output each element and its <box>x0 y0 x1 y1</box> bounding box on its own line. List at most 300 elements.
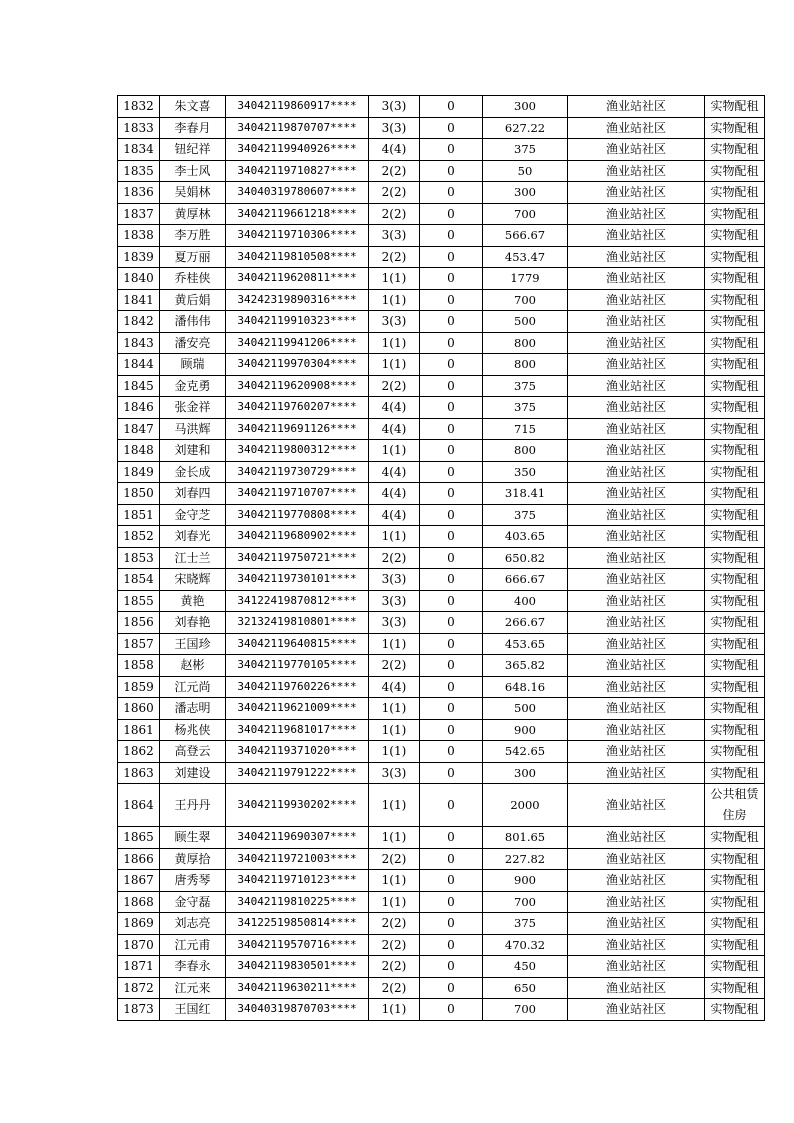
id-number-cell: 34042119630211**** <box>226 977 369 999</box>
table-row <box>118 440 765 462</box>
table-row <box>118 956 765 978</box>
community-cell: 渔业站社区 <box>568 633 705 655</box>
id-number-cell: 34042119710707**** <box>226 483 369 505</box>
id-number-cell: 34042119730729**** <box>226 461 369 483</box>
amount-cell: 2000 <box>483 784 568 827</box>
allocation-type-cell: 实物配租 <box>705 375 765 397</box>
household-size-cell: 1(1) <box>369 332 420 354</box>
amount-cell: 266.67 <box>483 612 568 634</box>
amount-cell: 566.67 <box>483 225 568 247</box>
serial-number-cell: 1869 <box>118 913 160 935</box>
serial-number-cell: 1852 <box>118 526 160 548</box>
id-number-cell: 34042119710827**** <box>226 160 369 182</box>
serial-number-cell: 1873 <box>118 999 160 1021</box>
amount-cell: 500 <box>483 698 568 720</box>
id-number-cell: 34042119810225**** <box>226 891 369 913</box>
id-number-cell: 34042119750721**** <box>226 547 369 569</box>
value-zero-cell: 0 <box>420 547 483 569</box>
household-size-cell: 1(1) <box>369 526 420 548</box>
serial-number-cell: 1843 <box>118 332 160 354</box>
value-zero-cell: 0 <box>420 590 483 612</box>
serial-number-cell: 1857 <box>118 633 160 655</box>
applicant-name-cell: 江元甫 <box>160 934 226 956</box>
id-number-cell: 34042119721003**** <box>226 848 369 870</box>
community-cell: 渔业站社区 <box>568 461 705 483</box>
table-row <box>118 332 765 354</box>
applicant-name-cell: 金克勇 <box>160 375 226 397</box>
id-number-cell: 34042119730101**** <box>226 569 369 591</box>
id-number-cell: 34122519850814**** <box>226 913 369 935</box>
amount-cell: 318.41 <box>483 483 568 505</box>
table-row <box>118 891 765 913</box>
allocation-type-cell: 实物配租 <box>705 332 765 354</box>
value-zero-cell: 0 <box>420 289 483 311</box>
amount-cell: 627.22 <box>483 117 568 139</box>
serial-number-cell: 1862 <box>118 741 160 763</box>
serial-number-cell: 1849 <box>118 461 160 483</box>
community-cell: 渔业站社区 <box>568 590 705 612</box>
applicant-name-cell: 黄艳 <box>160 590 226 612</box>
community-cell: 渔业站社区 <box>568 569 705 591</box>
household-size-cell: 2(2) <box>369 977 420 999</box>
serial-number-cell: 1855 <box>118 590 160 612</box>
community-cell: 渔业站社区 <box>568 354 705 376</box>
amount-cell: 365.82 <box>483 655 568 677</box>
value-zero-cell: 0 <box>420 504 483 526</box>
community-cell: 渔业站社区 <box>568 870 705 892</box>
value-zero-cell: 0 <box>420 612 483 634</box>
allocation-type-cell: 实物配租 <box>705 440 765 462</box>
applicant-name-cell: 刘春艳 <box>160 612 226 634</box>
community-cell: 渔业站社区 <box>568 375 705 397</box>
value-zero-cell: 0 <box>420 913 483 935</box>
table-row <box>118 547 765 569</box>
allocation-type-cell: 公共租赁住房 <box>705 784 765 827</box>
community-cell: 渔业站社区 <box>568 977 705 999</box>
applicant-name-cell: 江元来 <box>160 977 226 999</box>
household-size-cell: 1(1) <box>369 741 420 763</box>
applicant-name-cell: 黄后娟 <box>160 289 226 311</box>
amount-cell: 900 <box>483 719 568 741</box>
id-number-cell: 34042119371020**** <box>226 741 369 763</box>
household-size-cell: 2(2) <box>369 246 420 268</box>
id-number-cell: 34242319890316**** <box>226 289 369 311</box>
id-number-cell: 34042119691126**** <box>226 418 369 440</box>
id-number-cell: 34042119860917**** <box>226 96 369 118</box>
community-cell: 渔业站社区 <box>568 117 705 139</box>
community-cell: 渔业站社区 <box>568 526 705 548</box>
community-cell: 渔业站社区 <box>568 96 705 118</box>
table-row <box>118 117 765 139</box>
allocation-type-cell: 实物配租 <box>705 203 765 225</box>
allocation-type-cell: 实物配租 <box>705 139 765 161</box>
applicant-name-cell: 钮纪祥 <box>160 139 226 161</box>
allocation-type-cell: 实物配租 <box>705 246 765 268</box>
allocation-type-cell: 实物配租 <box>705 934 765 956</box>
allocation-type-cell: 实物配租 <box>705 117 765 139</box>
id-number-cell: 34042119710123**** <box>226 870 369 892</box>
allocation-type-cell: 实物配租 <box>705 182 765 204</box>
value-zero-cell: 0 <box>420 956 483 978</box>
household-size-cell: 4(4) <box>369 676 420 698</box>
household-size-cell: 1(1) <box>369 268 420 290</box>
allocation-type-cell: 实物配租 <box>705 741 765 763</box>
value-zero-cell: 0 <box>420 633 483 655</box>
amount-cell: 403.65 <box>483 526 568 548</box>
applicant-name-cell: 潘志明 <box>160 698 226 720</box>
amount-cell: 700 <box>483 289 568 311</box>
allocation-type-cell: 实物配租 <box>705 762 765 784</box>
applicant-name-cell: 张金祥 <box>160 397 226 419</box>
serial-number-cell: 1866 <box>118 848 160 870</box>
community-cell: 渔业站社区 <box>568 891 705 913</box>
allocation-type-cell: 实物配租 <box>705 268 765 290</box>
serial-number-cell: 1864 <box>118 784 160 827</box>
table-row <box>118 848 765 870</box>
community-cell: 渔业站社区 <box>568 827 705 849</box>
applicant-name-cell: 金守芝 <box>160 504 226 526</box>
value-zero-cell: 0 <box>420 870 483 892</box>
serial-number-cell: 1871 <box>118 956 160 978</box>
amount-cell: 450 <box>483 956 568 978</box>
serial-number-cell: 1836 <box>118 182 160 204</box>
household-size-cell: 2(2) <box>369 203 420 225</box>
value-zero-cell: 0 <box>420 655 483 677</box>
amount-cell: 700 <box>483 891 568 913</box>
serial-number-cell: 1872 <box>118 977 160 999</box>
table-row <box>118 397 765 419</box>
table-row <box>118 590 765 612</box>
amount-cell: 375 <box>483 375 568 397</box>
allocation-type-cell: 实物配租 <box>705 590 765 612</box>
serial-number-cell: 1868 <box>118 891 160 913</box>
id-number-cell: 34042119910323**** <box>226 311 369 333</box>
applicant-name-cell: 乔桂侠 <box>160 268 226 290</box>
amount-cell: 453.47 <box>483 246 568 268</box>
amount-cell: 50 <box>483 160 568 182</box>
id-number-cell: 34122419870812**** <box>226 590 369 612</box>
table-row <box>118 268 765 290</box>
value-zero-cell: 0 <box>420 160 483 182</box>
household-size-cell: 1(1) <box>369 870 420 892</box>
applicant-name-cell: 王丹丹 <box>160 784 226 827</box>
serial-number-cell: 1835 <box>118 160 160 182</box>
value-zero-cell: 0 <box>420 440 483 462</box>
serial-number-cell: 1842 <box>118 311 160 333</box>
household-size-cell: 3(3) <box>369 96 420 118</box>
amount-cell: 227.82 <box>483 848 568 870</box>
serial-number-cell: 1844 <box>118 354 160 376</box>
applicant-name-cell: 李春永 <box>160 956 226 978</box>
value-zero-cell: 0 <box>420 741 483 763</box>
value-zero-cell: 0 <box>420 96 483 118</box>
serial-number-cell: 1861 <box>118 719 160 741</box>
household-size-cell: 2(2) <box>369 182 420 204</box>
table-row <box>118 633 765 655</box>
applicant-name-cell: 王国珍 <box>160 633 226 655</box>
applicant-name-cell: 潘伟伟 <box>160 311 226 333</box>
community-cell: 渔业站社区 <box>568 999 705 1021</box>
id-number-cell: 34042119570716**** <box>226 934 369 956</box>
value-zero-cell: 0 <box>420 246 483 268</box>
household-size-cell: 2(2) <box>369 956 420 978</box>
amount-cell: 900 <box>483 870 568 892</box>
community-cell: 渔业站社区 <box>568 203 705 225</box>
allocation-type-cell: 实物配租 <box>705 526 765 548</box>
household-size-cell: 1(1) <box>369 633 420 655</box>
value-zero-cell: 0 <box>420 461 483 483</box>
value-zero-cell: 0 <box>420 569 483 591</box>
value-zero-cell: 0 <box>420 418 483 440</box>
table-row <box>118 96 765 118</box>
serial-number-cell: 1848 <box>118 440 160 462</box>
community-cell: 渔业站社区 <box>568 483 705 505</box>
value-zero-cell: 0 <box>420 375 483 397</box>
household-size-cell: 1(1) <box>369 289 420 311</box>
allocation-type-cell: 实物配租 <box>705 870 765 892</box>
applicant-name-cell: 黄厚林 <box>160 203 226 225</box>
id-number-cell: 34042119770105**** <box>226 655 369 677</box>
serial-number-cell: 1841 <box>118 289 160 311</box>
community-cell: 渔业站社区 <box>568 332 705 354</box>
id-number-cell: 34042119620811**** <box>226 268 369 290</box>
household-size-cell: 1(1) <box>369 440 420 462</box>
value-zero-cell: 0 <box>420 977 483 999</box>
amount-cell: 470.32 <box>483 934 568 956</box>
household-size-cell: 2(2) <box>369 160 420 182</box>
value-zero-cell: 0 <box>420 139 483 161</box>
community-cell: 渔业站社区 <box>568 418 705 440</box>
value-zero-cell: 0 <box>420 698 483 720</box>
allocation-type-cell: 实物配租 <box>705 547 765 569</box>
allocation-type-cell: 实物配租 <box>705 676 765 698</box>
table-row <box>118 354 765 376</box>
serial-number-cell: 1846 <box>118 397 160 419</box>
applicant-name-cell: 李万胜 <box>160 225 226 247</box>
value-zero-cell: 0 <box>420 784 483 827</box>
amount-cell: 666.67 <box>483 569 568 591</box>
serial-number-cell: 1860 <box>118 698 160 720</box>
allocation-type-cell: 实物配租 <box>705 483 765 505</box>
table-row <box>118 784 765 827</box>
id-number-cell: 34042119620908**** <box>226 375 369 397</box>
community-cell: 渔业站社区 <box>568 913 705 935</box>
id-number-cell: 34042119710306**** <box>226 225 369 247</box>
id-number-cell: 34042119760207**** <box>226 397 369 419</box>
amount-cell: 375 <box>483 504 568 526</box>
household-size-cell: 4(4) <box>369 397 420 419</box>
value-zero-cell: 0 <box>420 182 483 204</box>
amount-cell: 800 <box>483 440 568 462</box>
allocation-type-cell: 实物配租 <box>705 225 765 247</box>
serial-number-cell: 1865 <box>118 827 160 849</box>
id-number-cell: 34042119661218**** <box>226 203 369 225</box>
applicant-name-cell: 杨兆侠 <box>160 719 226 741</box>
applicant-name-cell: 朱文喜 <box>160 96 226 118</box>
applicant-name-cell: 王国红 <box>160 999 226 1021</box>
serial-number-cell: 1867 <box>118 870 160 892</box>
household-size-cell: 4(4) <box>369 461 420 483</box>
community-cell: 渔业站社区 <box>568 504 705 526</box>
value-zero-cell: 0 <box>420 526 483 548</box>
table-row <box>118 870 765 892</box>
amount-cell: 300 <box>483 96 568 118</box>
allocation-type-cell: 实物配租 <box>705 289 765 311</box>
allocation-type-cell: 实物配租 <box>705 96 765 118</box>
table-row <box>118 762 765 784</box>
amount-cell: 1779 <box>483 268 568 290</box>
table-row <box>118 977 765 999</box>
id-number-cell: 34042119770808**** <box>226 504 369 526</box>
household-size-cell: 2(2) <box>369 848 420 870</box>
value-zero-cell: 0 <box>420 225 483 247</box>
serial-number-cell: 1840 <box>118 268 160 290</box>
serial-number-cell: 1851 <box>118 504 160 526</box>
id-number-cell: 34042119830501**** <box>226 956 369 978</box>
household-size-cell: 4(4) <box>369 139 420 161</box>
amount-cell: 375 <box>483 397 568 419</box>
value-zero-cell: 0 <box>420 117 483 139</box>
allocation-type-cell: 实物配租 <box>705 848 765 870</box>
serial-number-cell: 1837 <box>118 203 160 225</box>
household-size-cell: 1(1) <box>369 827 420 849</box>
table-row <box>118 139 765 161</box>
table-row <box>118 526 765 548</box>
table-row <box>118 827 765 849</box>
id-number-cell: 34040319780607**** <box>226 182 369 204</box>
applicant-name-cell: 高登云 <box>160 741 226 763</box>
id-number-cell: 34042119760226**** <box>226 676 369 698</box>
value-zero-cell: 0 <box>420 891 483 913</box>
value-zero-cell: 0 <box>420 332 483 354</box>
table-row <box>118 569 765 591</box>
amount-cell: 350 <box>483 461 568 483</box>
amount-cell: 700 <box>483 203 568 225</box>
amount-cell: 300 <box>483 182 568 204</box>
household-size-cell: 2(2) <box>369 934 420 956</box>
household-size-cell: 3(3) <box>369 117 420 139</box>
amount-cell: 400 <box>483 590 568 612</box>
allocation-type-cell: 实物配租 <box>705 977 765 999</box>
household-size-cell: 1(1) <box>369 784 420 827</box>
household-size-cell: 1(1) <box>369 354 420 376</box>
allocation-type-cell: 实物配租 <box>705 891 765 913</box>
community-cell: 渔业站社区 <box>568 268 705 290</box>
table-row <box>118 676 765 698</box>
value-zero-cell: 0 <box>420 848 483 870</box>
id-number-cell: 34042119930202**** <box>226 784 369 827</box>
community-cell: 渔业站社区 <box>568 160 705 182</box>
community-cell: 渔业站社区 <box>568 225 705 247</box>
id-number-cell: 34042119810508**** <box>226 246 369 268</box>
allocation-type-cell: 实物配租 <box>705 827 765 849</box>
community-cell: 渔业站社区 <box>568 741 705 763</box>
household-size-cell: 3(3) <box>369 569 420 591</box>
applicant-name-cell: 刘春四 <box>160 483 226 505</box>
household-size-cell: 1(1) <box>369 999 420 1021</box>
community-cell: 渔业站社区 <box>568 289 705 311</box>
allocation-type-cell: 实物配租 <box>705 633 765 655</box>
value-zero-cell: 0 <box>420 483 483 505</box>
community-cell: 渔业站社区 <box>568 784 705 827</box>
community-cell: 渔业站社区 <box>568 182 705 204</box>
id-number-cell: 34042119870707**** <box>226 117 369 139</box>
applicant-name-cell: 刘春光 <box>160 526 226 548</box>
value-zero-cell: 0 <box>420 934 483 956</box>
allocation-type-cell: 实物配租 <box>705 999 765 1021</box>
amount-cell: 648.16 <box>483 676 568 698</box>
allocation-type-cell: 实物配租 <box>705 655 765 677</box>
housing-allocation-table <box>117 95 765 1021</box>
serial-number-cell: 1854 <box>118 569 160 591</box>
serial-number-cell: 1853 <box>118 547 160 569</box>
amount-cell: 453.65 <box>483 633 568 655</box>
value-zero-cell: 0 <box>420 203 483 225</box>
allocation-type-cell: 实物配租 <box>705 569 765 591</box>
amount-cell: 801.65 <box>483 827 568 849</box>
table-row <box>118 311 765 333</box>
allocation-type-cell: 实物配租 <box>705 160 765 182</box>
applicant-name-cell: 夏万丽 <box>160 246 226 268</box>
allocation-type-cell: 实物配租 <box>705 311 765 333</box>
table-row <box>118 612 765 634</box>
value-zero-cell: 0 <box>420 268 483 290</box>
allocation-type-cell: 实物配租 <box>705 956 765 978</box>
applicant-name-cell: 唐秀琴 <box>160 870 226 892</box>
table-body <box>118 96 765 1021</box>
id-number-cell: 34042119941206**** <box>226 332 369 354</box>
table-row <box>118 698 765 720</box>
amount-cell: 700 <box>483 999 568 1021</box>
table-row <box>118 289 765 311</box>
serial-number-cell: 1833 <box>118 117 160 139</box>
household-size-cell: 3(3) <box>369 762 420 784</box>
applicant-name-cell: 黄厚拾 <box>160 848 226 870</box>
id-number-cell: 34042119940926**** <box>226 139 369 161</box>
applicant-name-cell: 金长成 <box>160 461 226 483</box>
applicant-name-cell: 江士兰 <box>160 547 226 569</box>
allocation-type-cell: 实物配租 <box>705 418 765 440</box>
table-row <box>118 375 765 397</box>
community-cell: 渔业站社区 <box>568 956 705 978</box>
allocation-type-cell: 实物配租 <box>705 354 765 376</box>
id-number-cell: 34042119621009**** <box>226 698 369 720</box>
household-size-cell: 2(2) <box>369 547 420 569</box>
amount-cell: 375 <box>483 139 568 161</box>
allocation-type-cell: 实物配租 <box>705 504 765 526</box>
applicant-name-cell: 刘建设 <box>160 762 226 784</box>
community-cell: 渔业站社区 <box>568 612 705 634</box>
table-row <box>118 483 765 505</box>
allocation-type-cell: 实物配租 <box>705 397 765 419</box>
id-number-cell: 34042119690307**** <box>226 827 369 849</box>
amount-cell: 500 <box>483 311 568 333</box>
community-cell: 渔业站社区 <box>568 440 705 462</box>
community-cell: 渔业站社区 <box>568 311 705 333</box>
table-row <box>118 246 765 268</box>
household-size-cell: 1(1) <box>369 891 420 913</box>
applicant-name-cell: 顾生翠 <box>160 827 226 849</box>
household-size-cell: 4(4) <box>369 483 420 505</box>
id-number-cell: 34042119791222**** <box>226 762 369 784</box>
community-cell: 渔业站社区 <box>568 655 705 677</box>
id-number-cell: 34042119800312**** <box>226 440 369 462</box>
table-row <box>118 913 765 935</box>
applicant-name-cell: 顾瑞 <box>160 354 226 376</box>
household-size-cell: 2(2) <box>369 913 420 935</box>
amount-cell: 650 <box>483 977 568 999</box>
amount-cell: 542.65 <box>483 741 568 763</box>
